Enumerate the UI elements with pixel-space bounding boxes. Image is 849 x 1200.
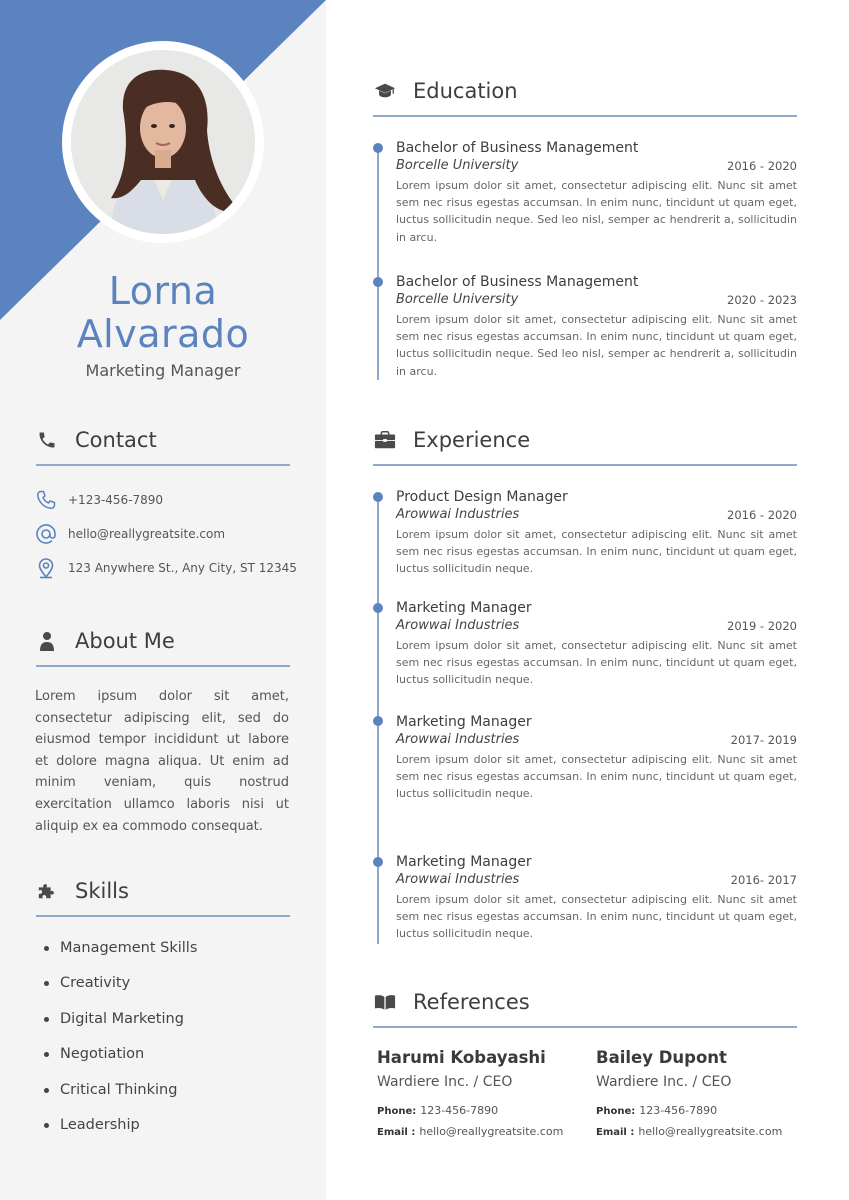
skills-heading bbox=[36, 879, 129, 903]
experience-entry bbox=[396, 488, 797, 578]
references-heading bbox=[374, 990, 530, 1014]
reference-card bbox=[377, 1048, 563, 1141]
entry-description: Lorem ipsum dolor sit amet, consectetur adipiscing elit. Nunc sit amet sem nec risus egestas accumsan. In enim nunc, tincidunt ut quam eget, luctus sollicitudin neque. Sed leo nisl, semper ac hendrerit a, sollicitudin in arcu. bbox=[396, 179, 797, 244]
experience-divider bbox=[373, 464, 797, 466]
job-title: Marketing Manager bbox=[85, 361, 241, 380]
references-divider bbox=[373, 1026, 797, 1028]
skill-item: Digital Marketing bbox=[44, 1007, 197, 1042]
email-label: Email : bbox=[596, 1127, 635, 1138]
experience-entry bbox=[396, 713, 797, 803]
briefcase-icon bbox=[374, 429, 396, 451]
contact-phone-row bbox=[34, 487, 163, 513]
phone-label: Phone: bbox=[596, 1106, 636, 1117]
timeline-dot bbox=[373, 277, 383, 287]
contact-email-row bbox=[34, 521, 225, 547]
timeline-dot bbox=[373, 857, 383, 867]
date-range: 2016 - 2020 bbox=[727, 508, 797, 522]
contact-address: 123 Anywhere St., Any City, ST 12345 bbox=[68, 561, 297, 575]
experience-title: Experience bbox=[413, 428, 531, 452]
experience-entry bbox=[396, 599, 797, 689]
reference-name: Harumi Kobayashi bbox=[377, 1048, 546, 1067]
reference-name: Bailey Dupont bbox=[596, 1048, 727, 1067]
location-pin-icon bbox=[34, 556, 58, 580]
entry-description: Lorem ipsum dolor sit amet, consectetur adipiscing elit. Nunc sit amet sem nec risus egestas accumsan. In enim nunc, tincidunt ut quam eget, luctus sollicitudin neque. bbox=[396, 639, 797, 687]
job-role: Marketing Manager bbox=[396, 854, 532, 870]
company-name: Arowwai Industries bbox=[396, 618, 520, 633]
book-icon bbox=[374, 991, 396, 1013]
contact-phone[interactable]: +123-456-7890 bbox=[68, 493, 164, 507]
education-divider bbox=[373, 115, 797, 117]
about-text: Lorem ipsum dolor sit amet, consectetur adipiscing elit, sed do eiusmod tempor incididunt ut labore et dolore magna aliqua. Ut enim ad minim veniam, quis nostrud exercitation ullamco laboris nisi ut aliquip ex ea commodo consequat. bbox=[35, 689, 289, 834]
reference-email[interactable]: hello@reallygreatsite.com bbox=[638, 1125, 783, 1138]
first-name: Lorna bbox=[108, 269, 218, 313]
contact-divider bbox=[36, 464, 290, 466]
reference-email-line bbox=[377, 1125, 563, 1141]
at-sign-icon bbox=[34, 522, 58, 546]
reference-phone[interactable]: 123-456-7890 bbox=[639, 1104, 718, 1117]
last-name: Alvarado bbox=[76, 312, 250, 356]
about-divider bbox=[36, 665, 290, 667]
degree-title: Bachelor of Business Management bbox=[396, 140, 639, 156]
reference-card bbox=[596, 1048, 782, 1141]
company-name: Arowwai Industries bbox=[396, 507, 520, 522]
job-role: Marketing Manager bbox=[396, 600, 532, 616]
skill-item: Creativity bbox=[44, 971, 197, 1006]
experience-entry bbox=[396, 853, 797, 943]
portrait-photo bbox=[71, 50, 255, 234]
contact-address-row bbox=[34, 555, 297, 581]
contact-heading bbox=[36, 428, 157, 452]
reference-phone[interactable]: 123-456-7890 bbox=[420, 1104, 499, 1117]
date-range: 2020 - 2023 bbox=[727, 293, 797, 307]
reference-company: Wardiere Inc. / CEO bbox=[377, 1074, 513, 1090]
puzzle-icon bbox=[36, 880, 58, 902]
person-icon bbox=[36, 630, 58, 652]
company-name: Arowwai Industries bbox=[396, 732, 520, 747]
experience-heading bbox=[374, 428, 530, 452]
entry-description: Lorem ipsum dolor sit amet, consectetur adipiscing elit. Nunc sit amet sem nec risus egestas accumsan. In enim nunc, tincidunt ut quam eget, luctus sollicitudin neque. Sed leo nisl, semper ac hendrerit a, sollicitudin in arcu. bbox=[396, 313, 797, 378]
entry-description: Lorem ipsum dolor sit amet, consectetur adipiscing elit. Nunc sit amet sem nec risus egestas accumsan. In enim nunc, tincidunt ut quam eget, luctus sollicitudin neque. bbox=[396, 528, 797, 576]
job-role: Product Design Manager bbox=[396, 489, 568, 505]
skill-item: Management Skills bbox=[44, 936, 197, 971]
phone-outline-icon bbox=[34, 488, 58, 512]
phone-icon bbox=[36, 429, 58, 451]
reference-company: Wardiere Inc. / CEO bbox=[596, 1074, 732, 1090]
reference-email-line bbox=[596, 1125, 782, 1141]
degree-title: Bachelor of Business Management bbox=[396, 274, 639, 290]
graduation-cap-icon bbox=[374, 80, 396, 102]
skills-title: Skills bbox=[75, 879, 129, 903]
date-range: 2016- 2017 bbox=[730, 873, 797, 887]
skill-item: Leadership bbox=[44, 1113, 197, 1148]
timeline-dot bbox=[373, 492, 383, 502]
date-range: 2016 - 2020 bbox=[727, 159, 797, 173]
education-timeline bbox=[377, 150, 379, 380]
job-role: Marketing Manager bbox=[396, 714, 532, 730]
school-name: Borcelle University bbox=[396, 292, 519, 307]
education-heading bbox=[374, 79, 518, 103]
sidebar bbox=[0, 0, 326, 1200]
reference-phone-line bbox=[596, 1104, 782, 1120]
timeline-dot bbox=[373, 143, 383, 153]
date-range: 2017- 2019 bbox=[730, 733, 797, 747]
skills-list bbox=[44, 936, 197, 1148]
skills-divider bbox=[36, 915, 290, 917]
contact-email[interactable]: hello@reallygreatsite.com bbox=[68, 527, 226, 541]
references-title: References bbox=[413, 990, 530, 1014]
email-label: Email : bbox=[377, 1127, 416, 1138]
timeline-dot bbox=[373, 603, 383, 613]
about-title: About Me bbox=[75, 629, 175, 653]
phone-label: Phone: bbox=[377, 1106, 417, 1117]
company-name: Arowwai Industries bbox=[396, 872, 520, 887]
skill-item: Negotiation bbox=[44, 1042, 197, 1077]
education-entry bbox=[396, 139, 797, 246]
timeline-dot bbox=[373, 716, 383, 726]
skill-item: Critical Thinking bbox=[44, 1078, 197, 1113]
education-title: Education bbox=[413, 79, 518, 103]
entry-description: Lorem ipsum dolor sit amet, consectetur adipiscing elit. Nunc sit amet sem nec risus egestas accumsan. In enim nunc, tincidunt ut quam eget, luctus sollicitudin neque. bbox=[396, 753, 797, 801]
about-heading bbox=[36, 629, 175, 653]
date-range: 2019 - 2020 bbox=[727, 619, 797, 633]
reference-email[interactable]: hello@reallygreatsite.com bbox=[419, 1125, 564, 1138]
reference-phone-line bbox=[377, 1104, 563, 1120]
school-name: Borcelle University bbox=[396, 158, 519, 173]
education-entry bbox=[396, 273, 797, 380]
contact-title: Contact bbox=[75, 428, 157, 452]
entry-description: Lorem ipsum dolor sit amet, consectetur adipiscing elit. Nunc sit amet sem nec risus egestas accumsan. In enim nunc, tincidunt ut quam eget, luctus sollicitudin neque. bbox=[396, 893, 797, 941]
